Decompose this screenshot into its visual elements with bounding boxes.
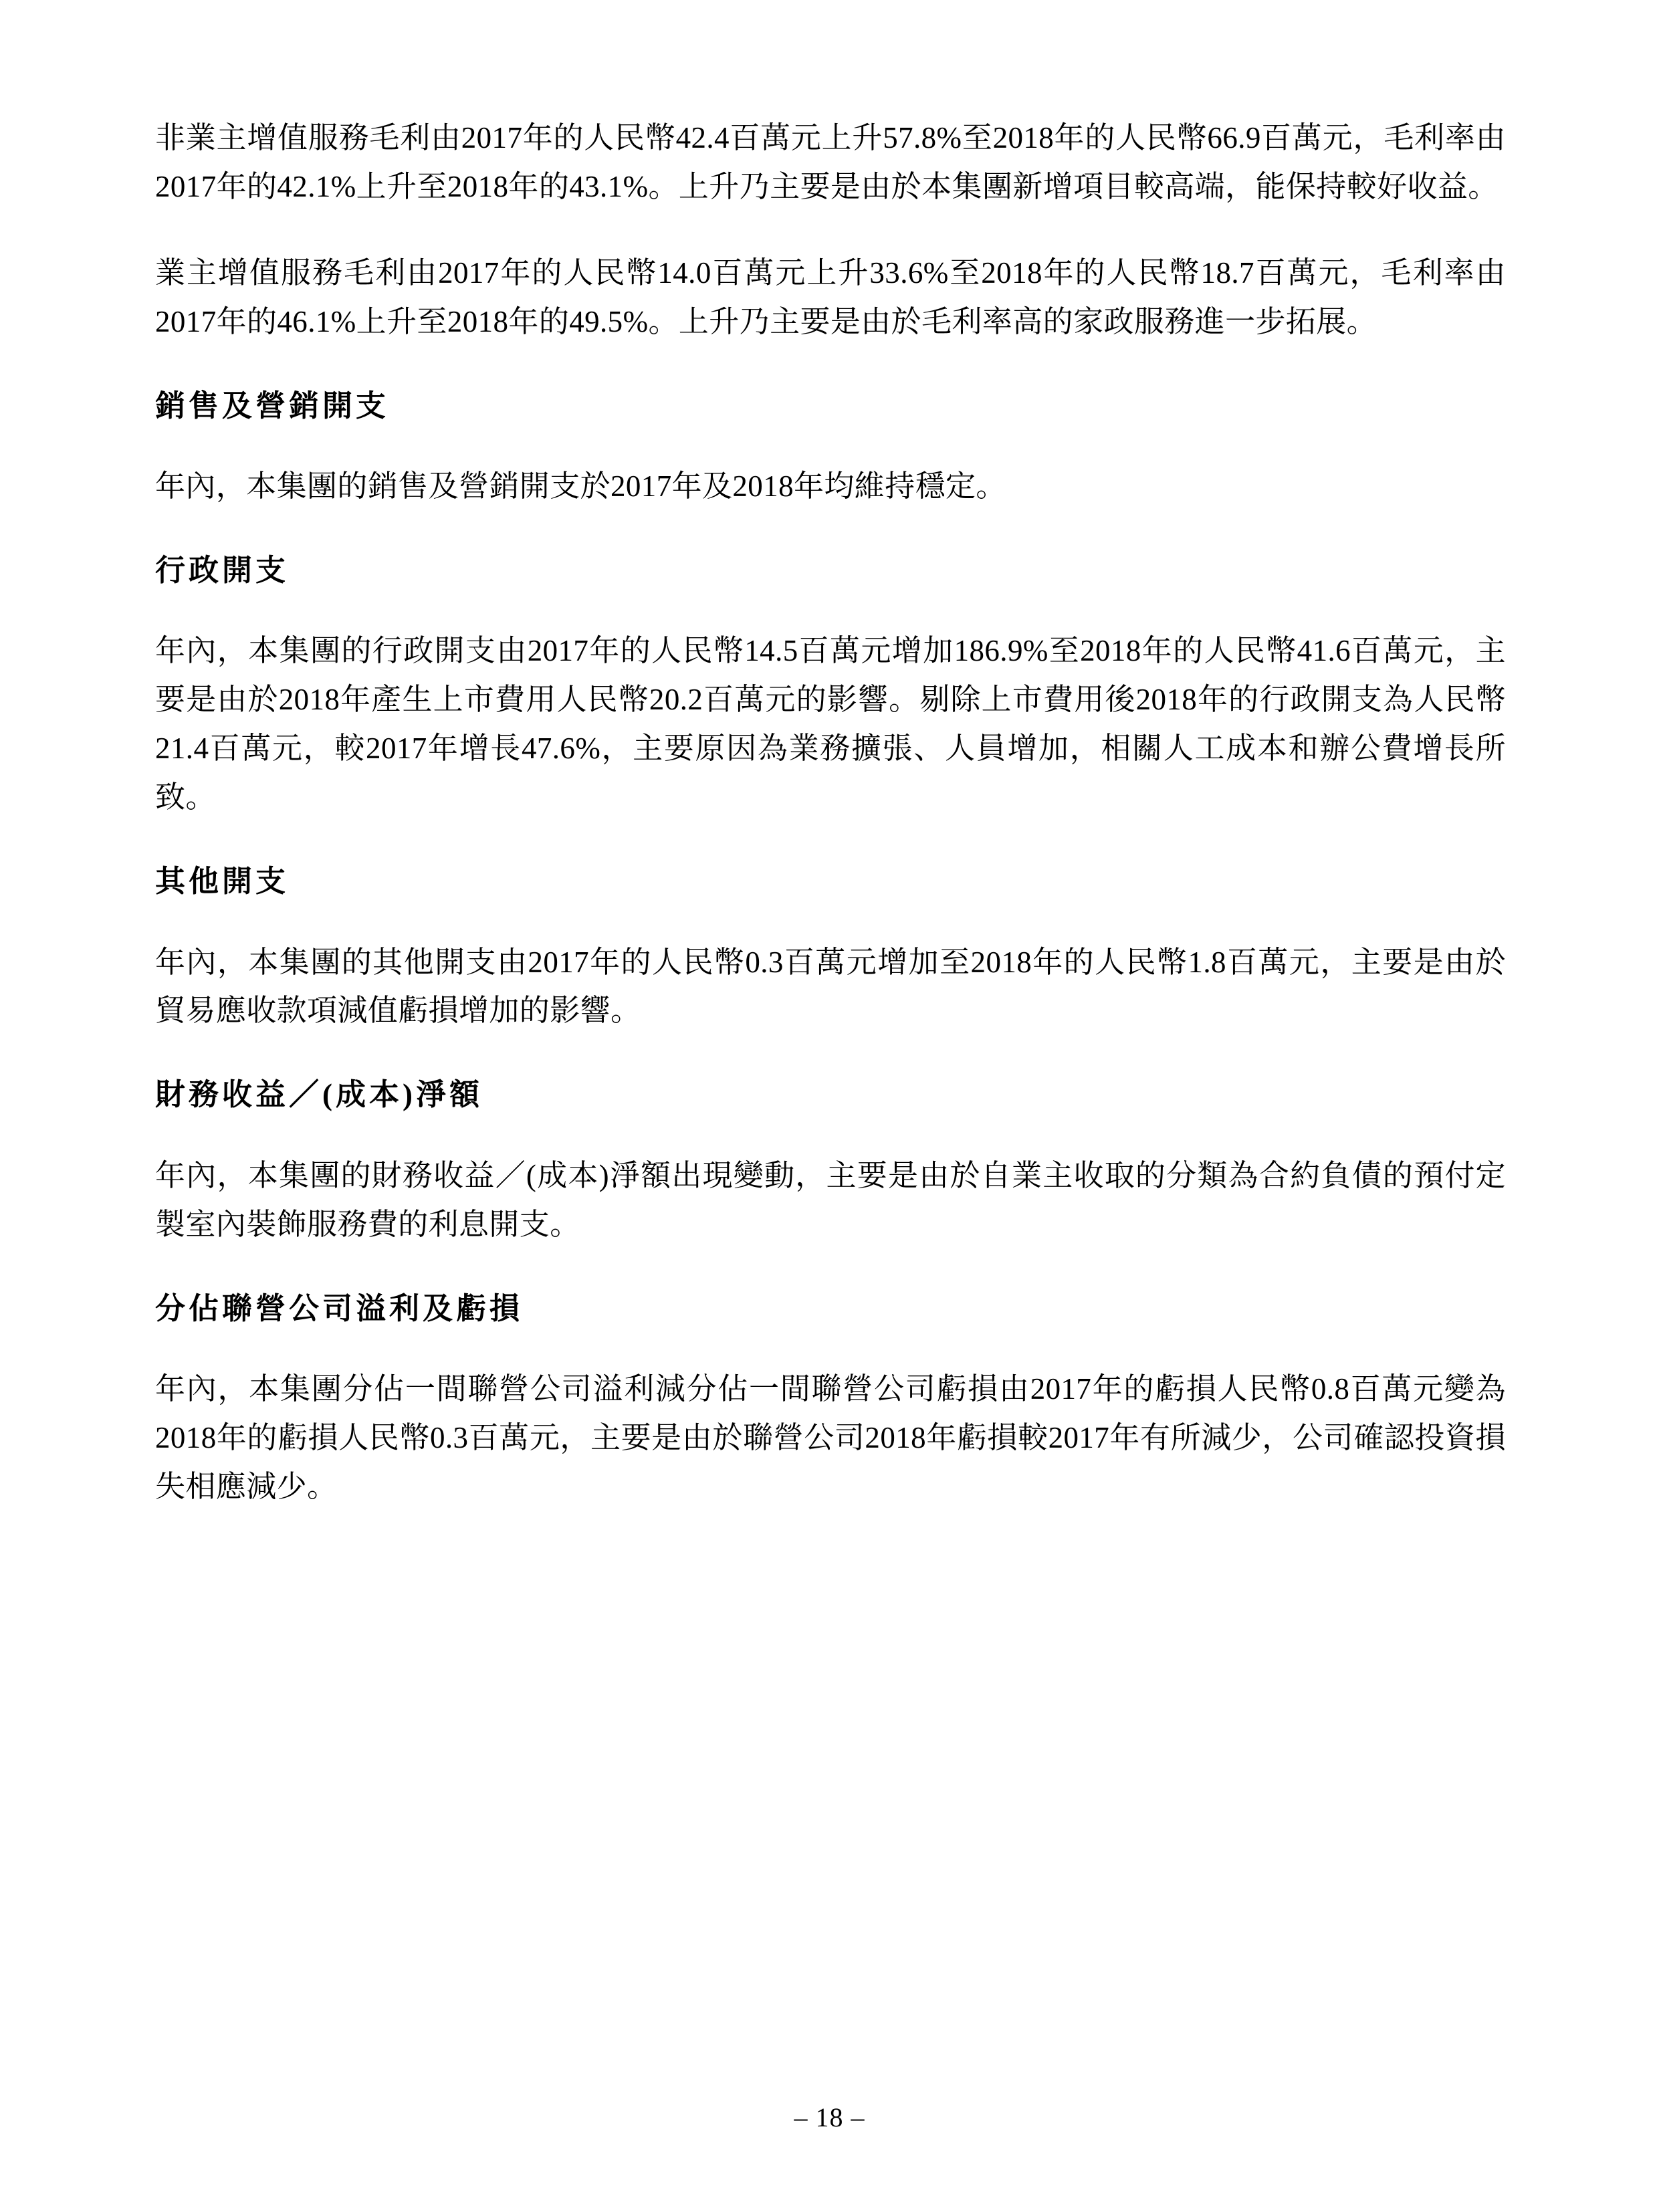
paragraph: 年內，本集團的財務收益／(成本)淨額出現變動，主要是由於自業主收取的分類為合約負債的預付定製室內裝飾服務費的利息開支。 [155,1158,1506,1241]
paragraph: 年內，本集團的行政開支由2017年的人民幣14.5百萬元增加186.9%至2018年的人民幣41.6百萬元，主要是由於2018年產生上市費用人民幣20.2百萬元的影響。剔除上市費用後2018年的行政開支為人民幣21.4百萬元，較2017年增長47.6%，主要原因為業務擴張、人員增加，相關人工成本和辦公費增長所致。 [155,634,1506,814]
section-heading: 銷售及營銷開支 [155,389,390,423]
paragraph: 年內，本集團分佔一間聯營公司溢利減分佔一間聯營公司虧損由2017年的虧損人民幣0.8百萬元變為2018年的虧損人民幣0.3百萬元，主要是由於聯營公司2018年虧損較2017年有所減少，公司確認投資損失相應減少。 [155,1372,1506,1503]
section-heading: 行政開支 [155,553,290,587]
page-content [155,114,1506,1511]
paragraph: 年內，本集團的銷售及營銷開支於2017年及2018年均維持穩定。 [155,469,1006,504]
paragraph: 業主增值服務毛利由2017年的人民幣14.0百萬元上升33.6%至2018年的人民幣18.7百萬元，毛利率由2017年的46.1%上升至2018年的49.5%。上升乃主要是由於毛利率高的家政服務進一步拓展。 [155,255,1506,338]
section-heading: 財務收益／(成本)淨額 [155,1078,483,1112]
paragraph: 非業主增值服務毛利由2017年的人民幣42.4百萬元上升57.8%至2018年的人民幣66.9百萬元，毛利率由2017年的42.1%上升至2018年的43.1%。上升乃主要是由於本集團新增項目較高端，能保持較好收益。 [155,121,1506,203]
section-heading: 分佔聯營公司溢利及虧損 [155,1291,524,1325]
section-heading: 其他開支 [155,865,290,899]
paragraph: 年內，本集團的其他開支由2017年的人民幣0.3百萬元增加至2018年的人民幣1.8百萬元，主要是由於貿易應收款項減值虧損增加的影響。 [155,945,1506,1028]
page-number: – 18 – [794,2102,865,2132]
